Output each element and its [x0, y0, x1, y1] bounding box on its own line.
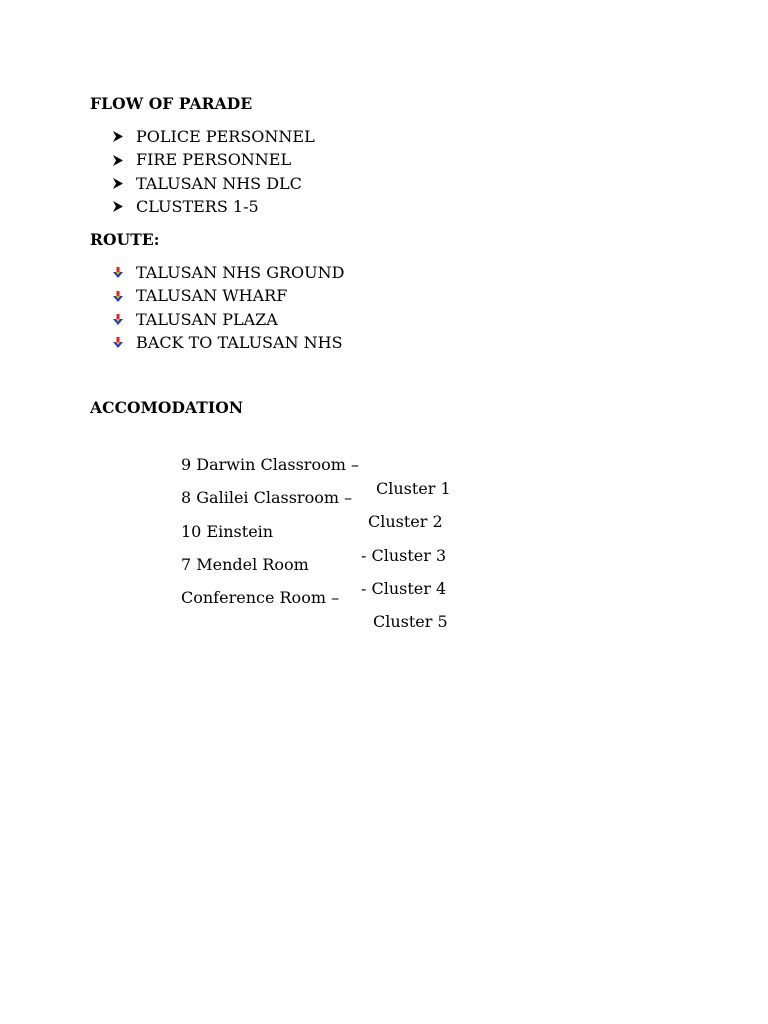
arrow-right-icon [112, 172, 136, 195]
arrow-down-icon [112, 331, 136, 354]
list-item [112, 172, 315, 195]
room-name: 7 Mendel Room [181, 555, 309, 574]
list-item-label: TALUSAN NHS GROUND [136, 263, 345, 282]
cluster-name: - Cluster 4 [361, 579, 447, 598]
list-item-label: POLICE PERSONNEL [136, 127, 315, 146]
list-item [112, 331, 344, 354]
list-item [112, 284, 344, 307]
list-item-label: CLUSTERS 1-5 [136, 197, 259, 217]
cluster-name: Cluster 1 [376, 479, 451, 498]
room-name: Conference Room – [181, 588, 340, 607]
list-item-label: BACK TO TALUSAN NHS [136, 333, 343, 353]
list-item [112, 125, 315, 148]
arrow-down-icon [112, 261, 136, 284]
arrow-right-icon [112, 195, 136, 218]
list-item [112, 195, 315, 218]
list-item-label: TALUSAN PLAZA [136, 309, 278, 329]
room-name: 9 Darwin Classroom – [181, 455, 359, 474]
accommodation-heading: ACCOMODATION [90, 398, 244, 417]
room-name: 8 Galilei Classroom – [181, 488, 353, 507]
arrow-right-icon [112, 149, 136, 172]
list-item-label: TALUSAN WHARF [136, 286, 288, 306]
cluster-name: Cluster 5 [373, 612, 448, 631]
route-heading: ROUTE: [90, 230, 160, 249]
list-item [112, 148, 315, 171]
arrow-down-icon [112, 308, 136, 331]
arrow-down-icon [112, 285, 136, 308]
room-name: 10 Einstein [181, 522, 274, 541]
list-item-label: TALUSAN NHS DLC [136, 173, 302, 193]
cluster-name: Cluster 2 [368, 512, 443, 531]
flow-heading: FLOW OF PARADE [90, 94, 253, 113]
list-item [112, 308, 344, 331]
arrow-right-icon [112, 125, 136, 148]
list-item-label: FIRE PERSONNEL [136, 150, 292, 170]
cluster-name: - Cluster 3 [361, 546, 447, 565]
list-item [112, 261, 344, 284]
flow-list [112, 125, 315, 219]
route-list [112, 261, 344, 355]
